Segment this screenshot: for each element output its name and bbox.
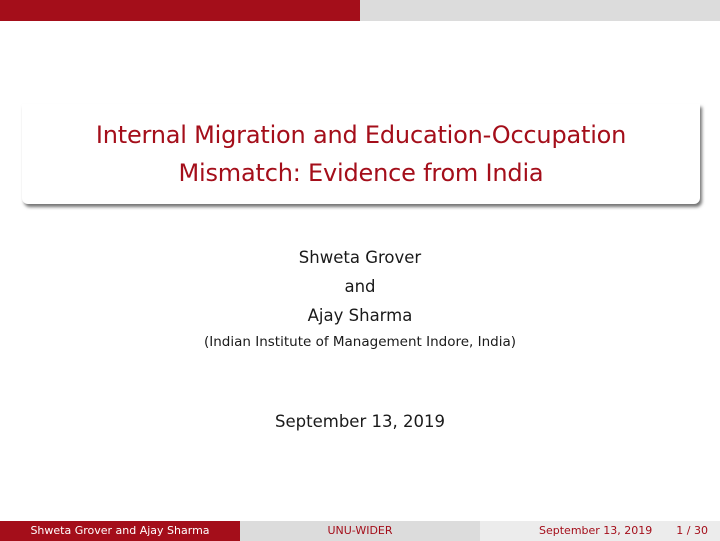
header-bar-left (0, 0, 360, 21)
footer-page-number: 1 / 30 (676, 524, 708, 537)
footer-institution: UNU-WIDER (240, 521, 480, 541)
author-block (0, 243, 720, 354)
author-first: Shweta Grover (298, 248, 422, 267)
footer-bar (0, 521, 720, 541)
footer-date: September 13, 2019 (539, 524, 653, 537)
title-line-2: Mismatch: Evidence from India (178, 159, 544, 187)
footer-right (480, 521, 720, 541)
presentation-date: September 13, 2019 (275, 412, 445, 431)
author-conjunction: and (344, 277, 376, 296)
title-block (22, 104, 700, 204)
author-second: Ajay Sharma (307, 306, 413, 325)
footer-author: Shweta Grover and Ajay Sharma (0, 521, 240, 541)
institute: (Indian Institute of Management Indore, India) (203, 334, 517, 350)
title-line-1: Internal Migration and Education-Occupation (95, 121, 627, 149)
header-bar-right (360, 0, 720, 21)
header-progress-bar (0, 0, 720, 21)
